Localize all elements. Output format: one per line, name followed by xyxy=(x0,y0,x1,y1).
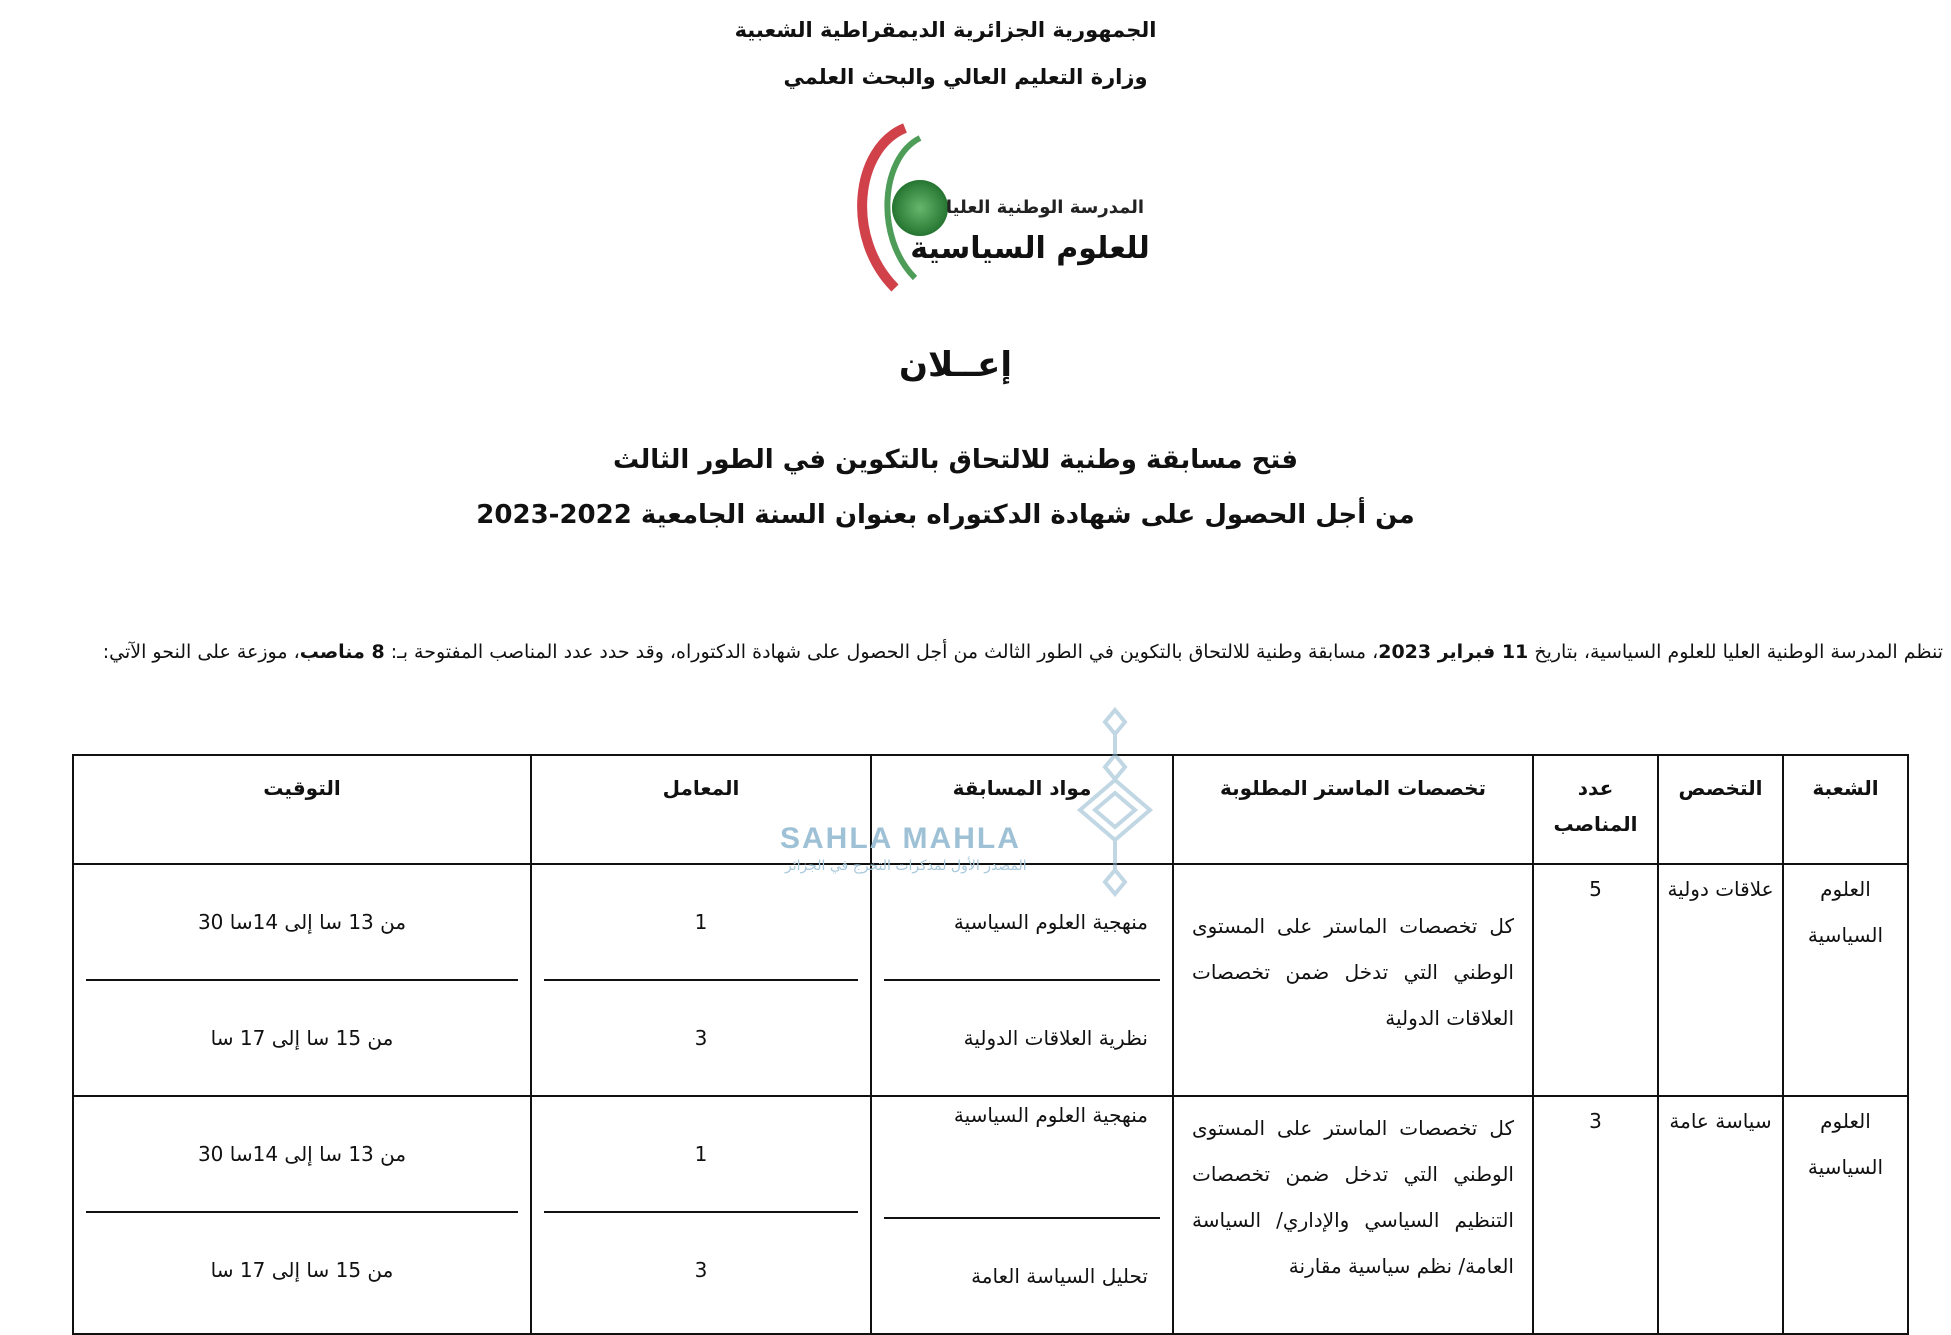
cell-coefficients xyxy=(531,1096,871,1334)
subject-1: منهجية العلوم السياسية xyxy=(884,1097,1160,1219)
intro-part2: ، مسابقة وطنية للالتحاق بالتكوين في الطور الثالث من أجل الحصول على شهادة الدكتوراه، وقد حدد عدد المناصب المفتوحة بـ: xyxy=(384,641,1379,663)
coefficient-1: 1 xyxy=(544,865,858,981)
time-2: من 15 سا إلى 17 سا xyxy=(210,1258,394,1282)
intro-count: 8 مناصب xyxy=(299,641,385,663)
coefficient-1: 1 xyxy=(544,1097,858,1213)
announcement-subtitle-1: فتح مسابقة وطنية للالتحاق بالتكوين في الطور الثالث xyxy=(613,445,1298,475)
subject-1: منهجية العلوم السياسية xyxy=(884,865,1160,981)
cell-positions: 5 xyxy=(1533,864,1658,1096)
cell-masters: كل تخصصات الماستر على المستوى الوطني التي تدخل ضمن تخصصات العلاقات الدولية xyxy=(1173,864,1533,1096)
table-row xyxy=(73,1096,1908,1334)
cell-branch: العلوم السياسية xyxy=(1783,1096,1908,1334)
header-branch: الشعبة xyxy=(1783,755,1908,864)
coefficient-2: 3 xyxy=(694,1258,708,1282)
announcement-subtitle-2: من أجل الحصول على شهادة الدكتوراه بعنوان السنة الجامعية 2022-2023 xyxy=(476,500,1415,530)
logo-line2: للعلوم السياسية xyxy=(910,231,1150,266)
cell-branch: العلوم السياسية xyxy=(1783,864,1908,1096)
cell-positions: 3 xyxy=(1533,1096,1658,1334)
cell-timing xyxy=(73,864,531,1096)
republic-title: الجمهورية الجزائرية الديمقراطية الشعبية xyxy=(734,18,1157,42)
watermark-name: SAHLA MAHLA xyxy=(780,822,1021,855)
cell-masters: كل تخصصات الماستر على المستوى الوطني التي تدخل ضمن تخصصات التنظيم السياسي والإداري/ السياسة العامة/ نظم سياسية مقارنة xyxy=(1173,1096,1533,1334)
intro-date: 11 فبراير 2023 xyxy=(1378,641,1529,663)
cell-specialty: علاقات دولية xyxy=(1658,864,1783,1096)
announcement-title: إعــلان xyxy=(899,345,1012,385)
header-masters: تخصصات الماستر المطلوبة xyxy=(1173,755,1533,864)
time-2: من 15 سا إلى 17 سا xyxy=(210,1026,394,1050)
subject-2: تحليل السياسة العامة xyxy=(971,1264,1148,1288)
time-1: من 13 سا إلى 14سا 30 xyxy=(86,865,518,981)
ministry-title: وزارة التعليم العالي والبحث العلمي xyxy=(783,65,1148,89)
cell-subjects xyxy=(871,1096,1173,1334)
header-specialty: التخصص xyxy=(1658,755,1783,864)
time-1: من 13 سا إلى 14سا 30 xyxy=(86,1097,518,1213)
cell-specialty: سياسة عامة xyxy=(1658,1096,1783,1334)
logo-line1: المدرسة الوطنية العليا xyxy=(945,197,1145,218)
intro-part3: ، موزعة على النحو الآتي: xyxy=(102,641,300,663)
subject-2: نظرية العلاقات الدولية xyxy=(963,1026,1148,1050)
intro-paragraph xyxy=(8,630,1943,674)
header-positions: عدد المناصب xyxy=(1533,755,1658,864)
header-timing: التوقيت xyxy=(73,755,531,864)
watermark-tagline: المصدر الأول لمذكرات التخرج في الجزائر xyxy=(785,858,1027,874)
school-logo xyxy=(845,118,1150,298)
intro-part1: تنظم المدرسة الوطنية العليا للعلوم السياسية، بتاريخ xyxy=(1528,641,1943,663)
header-subjects: مواد المسابقة xyxy=(871,755,1173,864)
coefficient-2: 3 xyxy=(694,1026,708,1050)
header-coefficient: المعامل xyxy=(531,755,871,864)
cell-timing xyxy=(73,1096,531,1334)
